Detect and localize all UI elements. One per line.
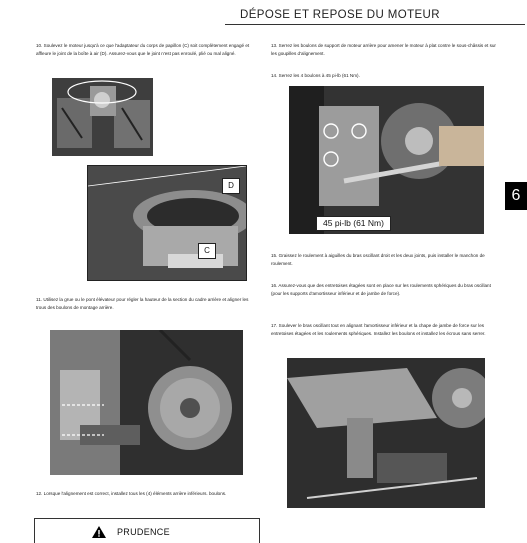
step-17-text: 17. Soulever le bras oscillant tout en alignant l'amortisseur inférieur et la chape de jambe de force sur les entretoises étagées et les roulements sphériques. Installez les boulons et installez les écrous sans serrer.	[271, 323, 486, 336]
step-15-text: 15. Graissez le roulement à aiguilles du bras oscillant droit et les deux joints, puis installer le manchon de roulement.	[271, 253, 485, 266]
torque-label: 45 pi-lb (61 Nm)	[316, 216, 391, 231]
page-title: DÉPOSE ET REPOSE DU MOTEUR	[240, 9, 440, 21]
caution-label: PRUDENCE	[117, 527, 170, 537]
photo-swingarm-install	[287, 358, 485, 508]
warning-triangle-icon	[92, 526, 106, 538]
photo-throttle-body-top	[52, 78, 153, 156]
caution-box	[34, 518, 260, 543]
step-16-text: 16. Assurez-vous que des entretoises étagées sont en place sur les roulements sphériques du bras oscillant (pour les supports d'amortisseur inférieur et de jambe de force).	[271, 283, 491, 296]
photo-rear-frame-alignment	[50, 330, 243, 475]
callout-c: C	[198, 243, 216, 259]
step-13-text: 13. Serrez les boulons de support de moteur arrière pour amener le moteur à plat contre le sous-châssis et sur les goupilles d'alignement.	[271, 43, 496, 56]
header-divider	[225, 24, 525, 25]
chapter-tab: 6	[505, 182, 527, 210]
callout-d: D	[222, 178, 240, 194]
step-10-text: 10. Soulevez le moteur jusqu'à ce que l'adaptateur du corps de papillon (C) soit complètement engagé et affleure le joint de la boîte à air (D). Assurez-vous que le joint n'est pas enroulé, plié ou mal aligné.	[36, 43, 250, 56]
step-14-text: 14. Serrez les 4 boulons à 45 pi-lb (61 Nm).	[271, 73, 360, 78]
step-11-text: 11. Utilisez la grue ou le pont élévateur pour régler la hauteur de la section du cadre arrière et aligner les trous des boulons de montage arrière.	[36, 297, 249, 310]
step-12-text: 12. Lorsque l'alignement est correct, installez tous les (4) éléments arrière inférieurs. boulons.	[36, 491, 227, 496]
photo-bolt-torque	[289, 86, 484, 234]
